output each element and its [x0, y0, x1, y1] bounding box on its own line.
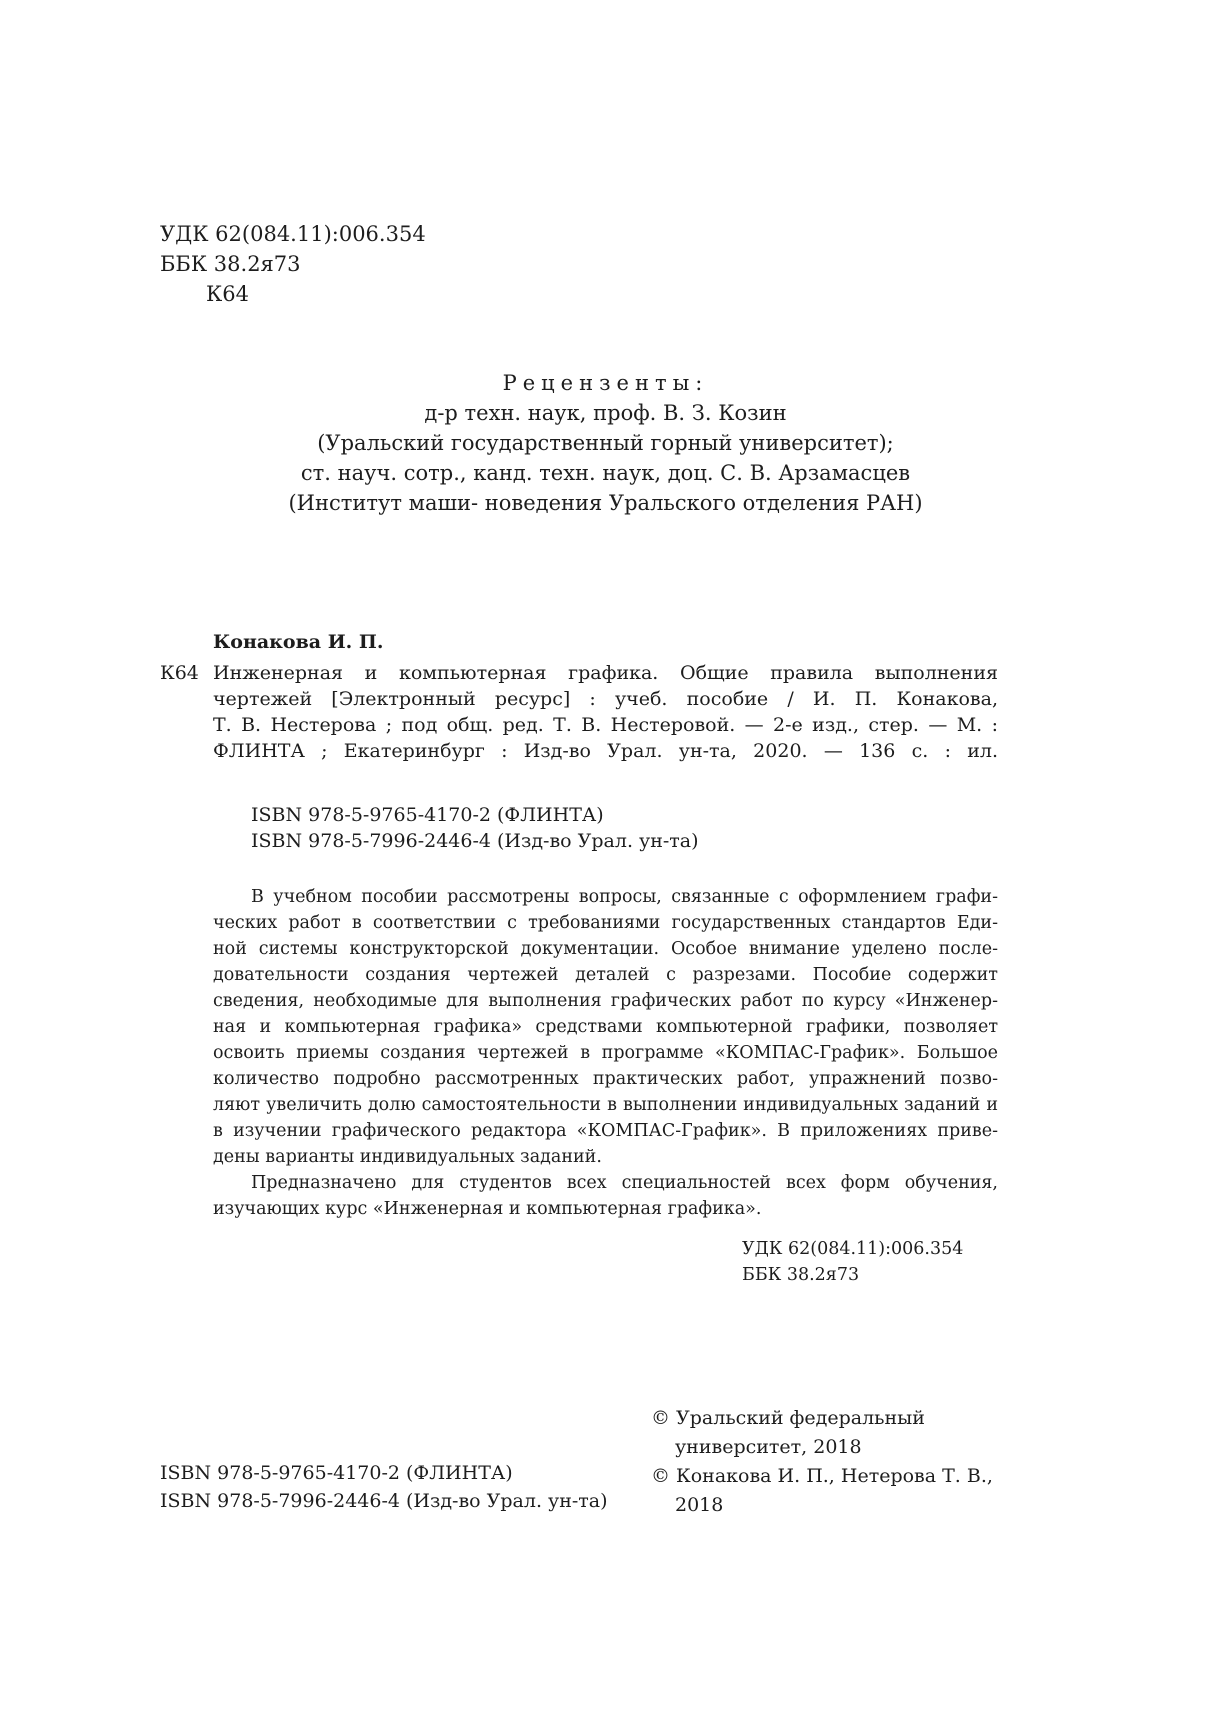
description-line: Инженерная и компьютерная графика. Общие правила выполнения [213, 662, 998, 684]
annotation-line: довательности создания чертежей деталей с разрезами. Пособие содержит [213, 965, 998, 985]
annotation-line: ной системы конструкторской документации. Особое внимание уделено после- [213, 939, 998, 959]
annotation-line: освоить приемы создания чертежей в программе «КОМПАС-График». Большое [213, 1043, 998, 1063]
udk-code: УДК 62(084.11):006.354 [160, 222, 426, 246]
annotation-line: сведения, необходимые для выполнения графических работ по курсу «Инженер- [213, 991, 998, 1011]
bibliography-code: К64 [160, 662, 199, 684]
annotation-line: В учебном пособии рассмотрены вопросы, связанные с оформлением графи- [251, 887, 998, 907]
udk-code-secondary: УДК 62(084.11):006.354 [742, 1239, 964, 1259]
annotation-line: в изучении графического редактора «КОМПАС-График». В приложениях приве- [213, 1121, 998, 1141]
annotation-line: ляют увеличить долю самостоятельности в выполнении индивидуальных заданий и [213, 1095, 998, 1115]
annotation-line: дены варианты индивидуальных заданий. [213, 1147, 602, 1167]
author-mark: К64 [206, 282, 249, 306]
annotation-line: ная и компьютерная графика» средствами компьютерной графики, позволяет [213, 1017, 998, 1037]
isbn-line: ISBN 978-5-7996-2446-4 (Изд-во Урал. ун-та) [160, 1490, 608, 1512]
description-line: Т. В. Нестерова ; под общ. ред. Т. В. Нестеровой. — 2-е изд., стер. — М. : [213, 714, 998, 736]
copyright-line: © Уральский федеральный [651, 1407, 925, 1429]
isbn-line: ISBN 978-5-9765-4170-2 (ФЛИНТА) [251, 804, 604, 826]
reviewers-block [0, 368, 1211, 518]
author-name: Конакова И. П. [213, 631, 384, 653]
annotation-line: Предназначено для студентов всех специальностей всех форм обучения, [251, 1173, 998, 1193]
reviewer-line: д-р техн. наук, проф. В. З. Козин [424, 401, 787, 425]
isbn-line: ISBN 978-5-7996-2446-4 (Изд-во Урал. ун-та) [251, 830, 699, 852]
bbk-code-secondary: ББК 38.2я73 [742, 1265, 860, 1285]
isbn-block [251, 802, 699, 854]
annotation [213, 884, 998, 1222]
annotation-line: количество подробно рассмотренных практических работ, упражнений позво- [213, 1069, 998, 1089]
copyright-block [651, 1404, 993, 1520]
annotation-line: ческих работ в соответствии с требованиями государственных стандартов Еди- [213, 913, 998, 933]
description-line: чертежей [Электронный ресурс] : учеб. пособие / И. П. Конакова, [213, 688, 998, 710]
copyright-line: © Конакова И. П., Нетерова Т. В., [651, 1465, 993, 1487]
reviewer-line: ст. науч. сотр., канд. техн. наук, доц. С. В. Арзамасцев [300, 461, 911, 485]
copyright-line: университет, 2018 [675, 1436, 862, 1458]
bbk-code: ББК 38.2я73 [160, 252, 301, 276]
reviewer-line: (Уральский государственный горный университет); [317, 431, 894, 455]
copyright-line: 2018 [675, 1494, 724, 1516]
description-line: ФЛИНТА ; Екатеринбург : Изд-во Урал. ун-та, 2020. — 136 с. : ил. [213, 740, 998, 762]
reviewer-line: (Институт маши- новедения Уральского отделения РАН) [288, 491, 923, 515]
reviewers-title: Рецензенты: [502, 371, 709, 395]
bibliographic-description [213, 660, 998, 764]
isbn-line: ISBN 978-5-9765-4170-2 (ФЛИНТА) [160, 1462, 513, 1484]
footer-isbn [160, 1459, 608, 1515]
annotation-codes [742, 1236, 963, 1288]
annotation-line: изучающих курс «Инженерная и компьютерная графика». [213, 1199, 762, 1219]
